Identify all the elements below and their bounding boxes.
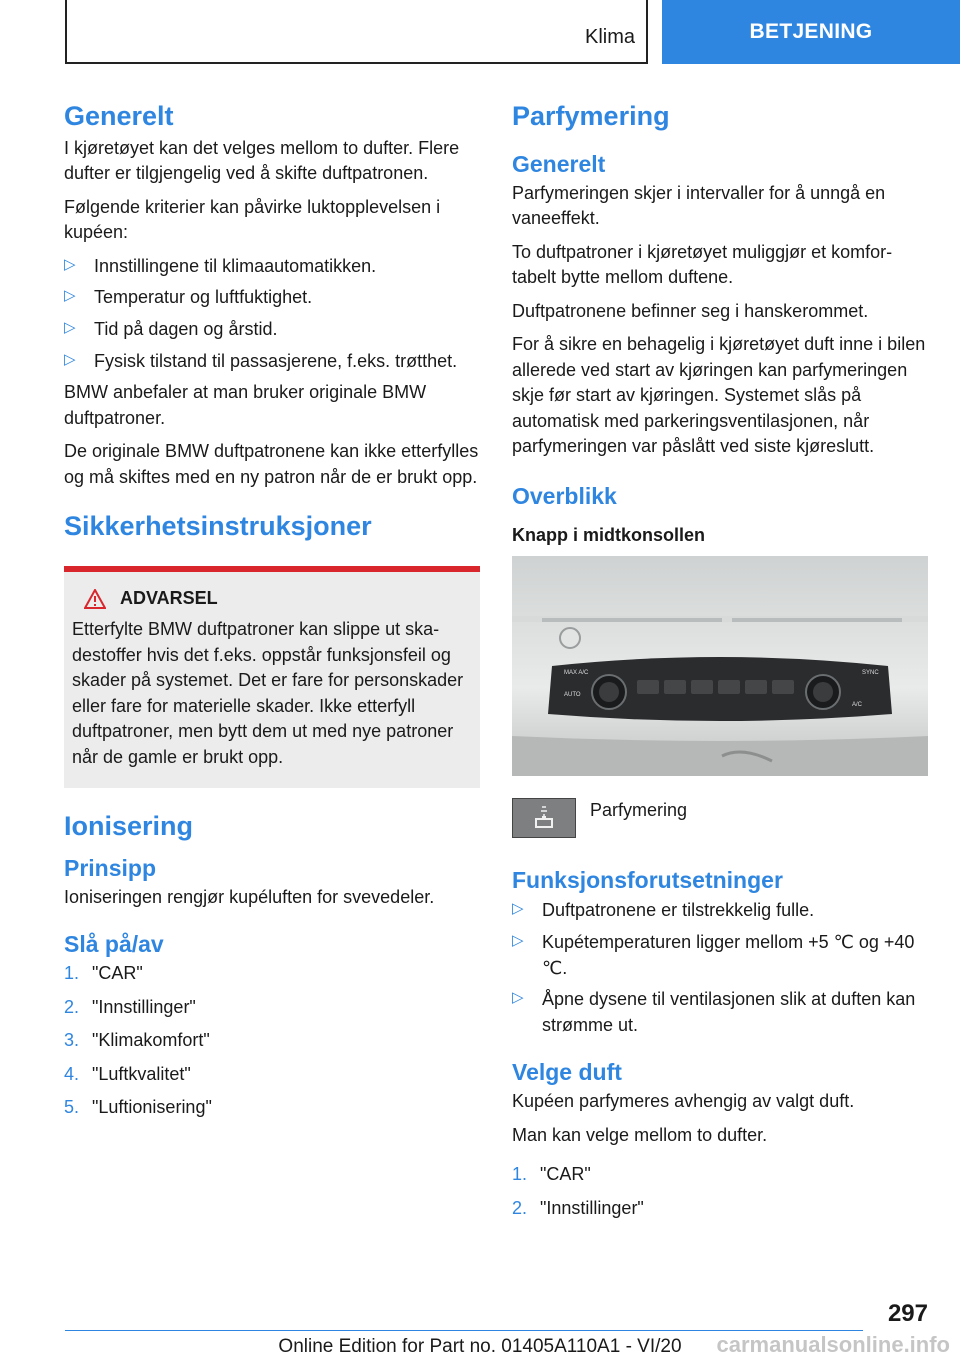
step-text: "CAR" xyxy=(540,1164,591,1185)
triangle-bullet-icon: ▷ xyxy=(512,900,524,918)
panel-label-auto: AUTO xyxy=(564,691,581,698)
step-number: 1. xyxy=(512,1164,528,1185)
criteria-list xyxy=(64,254,480,374)
warning-title xyxy=(72,588,472,609)
triangle-bullet-icon: ▷ xyxy=(64,319,76,337)
paragraph: Kupéen parfymeres avhengig av valgt duft. xyxy=(512,1090,855,1111)
list-item xyxy=(64,1095,480,1121)
paragraph: Parfymeringen skjer i intervaller for å unngå en vaneeffekt. xyxy=(512,182,886,229)
prerequisites-list xyxy=(512,898,928,1038)
step-number: 2. xyxy=(512,1197,528,1218)
list-item-text: Kupétemperaturen ligger mellom +5 ℃ og +40 ℃. xyxy=(542,932,915,978)
triangle-bullet-icon: ▷ xyxy=(64,350,76,368)
list-item xyxy=(64,317,480,343)
step-number: 3. xyxy=(64,1030,80,1051)
triangle-bullet-icon: ▷ xyxy=(64,287,76,305)
list-item-text: Åpne dysene til ventilasjonen slik at duften kan strømme ut. xyxy=(542,989,916,1035)
header-chapter-tab: BETJENING xyxy=(662,0,960,64)
panel-label-ac: A/C xyxy=(852,701,863,708)
center-console-photo xyxy=(512,556,928,776)
list-item-text: Innstillingene til klimaautomatikken. xyxy=(94,255,377,276)
paragraph: To duftpatroner i kjøretøyet muliggjør et komfortabelt bytte mellom duftene. xyxy=(512,241,893,288)
triangle-bullet-icon: ▷ xyxy=(64,255,76,273)
heading-overblikk: Overblikk xyxy=(512,482,617,509)
heading-generelt: Generelt xyxy=(64,101,174,131)
heading-safety: Sikkerhetsinstruksjoner xyxy=(64,511,372,542)
step-text: "Luftionisering" xyxy=(92,1097,212,1118)
panel-label-sync: SYNC xyxy=(862,669,879,676)
subheading-knapp: Knapp i midtkonsollen xyxy=(512,524,706,545)
list-item xyxy=(512,1196,928,1222)
list-item xyxy=(64,254,480,280)
paragraph: Man kan velge mellom to dufter. xyxy=(512,1124,768,1145)
header-section-title: Klima xyxy=(584,26,635,48)
list-item-text: Tid på dagen og årstid. xyxy=(94,319,278,340)
list-item xyxy=(64,349,480,375)
list-item xyxy=(64,285,480,311)
list-item-text: Duftpatronene er tilstrekkelig fulle. xyxy=(542,900,815,921)
parfymering-button-icon xyxy=(512,798,576,838)
list-item xyxy=(64,1028,480,1054)
list-item xyxy=(512,930,928,981)
step-text: "Innstillinger" xyxy=(540,1197,644,1218)
list-item-text: Temperatur og luftfuktighet. xyxy=(94,287,313,308)
paragraph: Følgende kriterier kan påvirke luktopplevelsen i kupéen: xyxy=(64,196,441,243)
heading-slaa-paa-av: Slå på/av xyxy=(64,931,164,958)
paragraph: I kjøretøyet kan det velges mellom to dufter. Flere dufter er tilgjengelig ved å skifte duftpatronen. xyxy=(64,137,460,184)
step-text: "CAR" xyxy=(92,963,143,984)
triangle-bullet-icon: ▷ xyxy=(512,989,524,1007)
heading-velge-duft: Velge duft xyxy=(512,1059,622,1086)
heading-parfymering: Parfymering xyxy=(512,101,670,131)
step-text: "Klimakomfort" xyxy=(92,1030,210,1051)
list-item xyxy=(512,1162,928,1188)
list-item xyxy=(512,987,928,1038)
heading-generelt-right: Generelt xyxy=(512,150,606,177)
parfymering-icon-row xyxy=(512,798,928,838)
ionisering-steps xyxy=(64,961,480,1121)
step-text: "Innstillinger" xyxy=(92,996,196,1017)
heading-funksjon: Funksjonsforutsetninger xyxy=(512,866,783,893)
list-item-text: Fysisk tilstand til passasjerene, f.eks. trøtthet. xyxy=(94,350,458,371)
triangle-bullet-icon: ▷ xyxy=(512,932,524,950)
step-number: 5. xyxy=(64,1097,80,1118)
paragraph: De originale BMW duftpatronene kan ikke etterfylles og må skiftes med en ny patron når de er brukt opp. xyxy=(64,441,479,487)
paragraph: Ioniseringen rengjør kupéluften for svevedeler. xyxy=(64,886,435,907)
left-column xyxy=(64,100,480,1129)
paragraph: Duftpatronene befinner seg i hanskerommet. xyxy=(512,300,869,321)
list-item xyxy=(64,1062,480,1088)
step-number: 4. xyxy=(64,1063,80,1084)
list-item xyxy=(64,961,480,987)
panel-label-max-ac: MAX A/C xyxy=(564,669,589,676)
paragraph: For å sikre en behagelig i kjøretøyet duft inne i bilen allerede ved start av kjøringen kan parfymeringen skje før start av kjøringen. Systemet slås på automatisk med parkeringsventilasjonen, når parfymeringen var påslått ved siste kjøreslutt. xyxy=(512,334,926,457)
warning-box xyxy=(64,572,480,788)
heading-ionisering: Ionisering xyxy=(64,811,194,842)
step-number: 1. xyxy=(64,963,80,984)
warning-triangle-icon xyxy=(84,589,106,609)
heading-prinsipp: Prinsipp xyxy=(64,855,157,882)
footer-edition: Online Edition for Part no. 01405A110A1 - VI/20 xyxy=(278,1336,682,1357)
warning-title-text: ADVARSEL xyxy=(120,588,218,609)
step-number: 2. xyxy=(64,996,80,1017)
velge-steps xyxy=(512,1162,928,1221)
step-text: "Luftkvalitet" xyxy=(92,1063,191,1084)
list-item xyxy=(64,995,480,1021)
list-item xyxy=(512,898,928,924)
footer-divider xyxy=(65,1330,863,1331)
right-column xyxy=(512,100,928,1229)
paragraph: BMW anbefaler at man bruker originale BMW duftpatroner. xyxy=(64,382,427,428)
watermark: carmanualsonline.info xyxy=(716,1332,950,1357)
icon-label: Parfymering xyxy=(590,799,688,820)
warning-text: Etterfylte BMW duftpatroner kan slippe ut skadestoffer hvis det f.eks. oppstår funksjonsfeil og skader på systemet. Det er fare for personskader eller fare for materielle skader. Ikke etterfyll duftpatroner, men bytt dem ut med nye patroner når de gamle er brukt opp. xyxy=(72,619,464,767)
page-number: 297 xyxy=(887,1300,928,1327)
